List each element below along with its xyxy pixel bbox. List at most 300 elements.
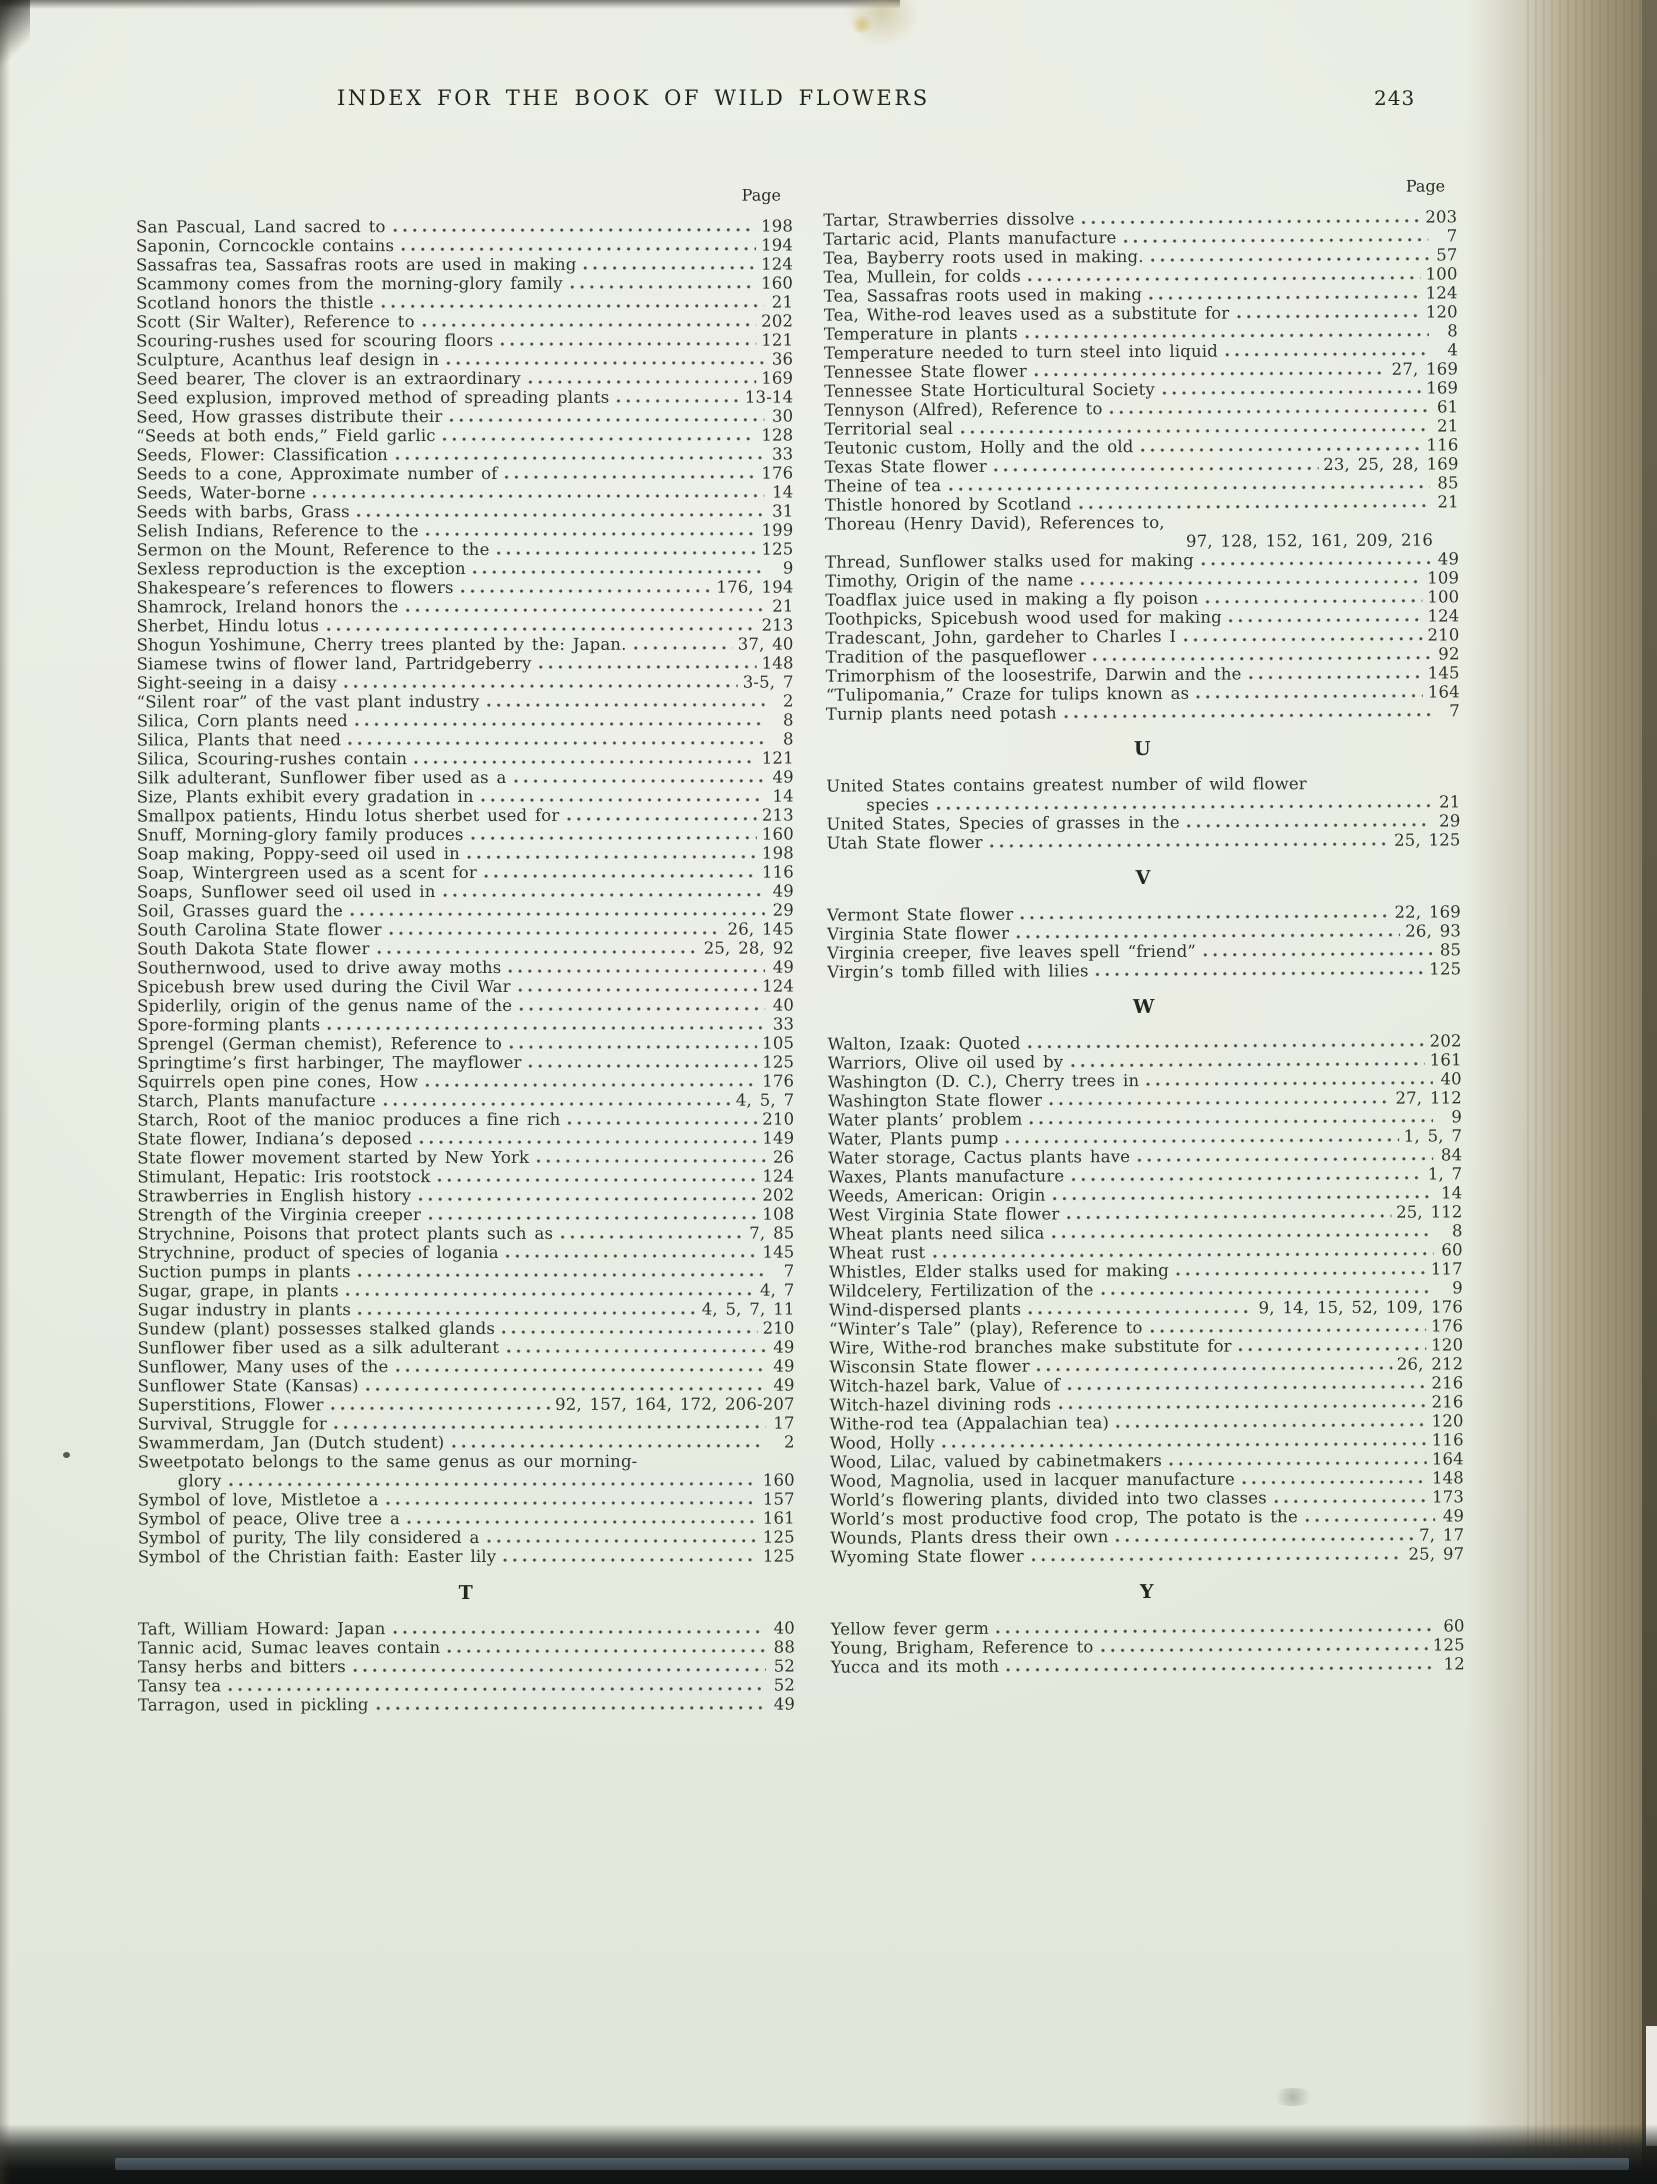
entry-page-number: 49 [773,1694,796,1714]
entry-text: Tea, Withe-rod leaves used as a substitute for [823,303,1230,325]
entry-page-number: 4, 5, 7 [735,1090,795,1110]
entry-text: Yellow fever germ [830,1618,990,1639]
dot-leader [1028,1043,1425,1050]
dot-leader [1031,1556,1404,1563]
entry-text: Shamrock, Ireland honors the [136,597,399,617]
entry-text: Spiderlily, origin of the genus name of the [137,995,513,1016]
entry-text: Snuff, Morning-glory family produces [136,825,464,845]
entry-page-number: 169 [761,368,794,388]
index-entry [827,830,1461,852]
entry-text: Sugar industry in plants [137,1300,351,1320]
entry-text: Thread, Sunflower stalks used for making [825,550,1194,572]
entry-page-number: 1, 7 [1427,1164,1463,1184]
entry-text: Tennessee State Horticultural Society [824,379,1155,401]
dot-leader [418,1197,757,1202]
index-entry [137,1300,794,1320]
entry-text: Starch, Root of the manioc produces a fine rich [137,1109,561,1130]
dot-leader [948,484,1429,492]
page-title: INDEX FOR THE BOOK OF WILD FLOWERS [337,86,930,110]
index-entry [136,293,793,313]
index-entry [826,701,1460,723]
index-entry [138,1490,795,1510]
entry-text: Walton, Izaak: Quoted [827,1033,1021,1054]
index-entry [137,1053,794,1073]
entry-text: Starch, Plants manufacture [137,1091,376,1111]
dot-leader [461,589,712,594]
dot-leader [376,1706,766,1712]
index-entry [138,1547,795,1567]
dot-leader [1025,333,1429,340]
entry-text: Seeds with barbs, Grass [136,502,350,522]
index-entry [136,388,793,408]
dot-leader [1006,1138,1399,1145]
entry-text: Swammerdam, Jan (Dutch student) [137,1433,445,1453]
entry-page-number: 88 [773,1637,795,1657]
index-entry [137,996,794,1016]
dot-leader [383,1102,731,1107]
entry-page-number: 125 [761,539,794,559]
dot-leader [443,437,757,442]
entry-text: Scott (Sir Walter), Reference to [136,312,415,332]
entry-text: Strychnine, product of species of logania [137,1242,499,1263]
entry-page-number: 125 [762,1546,795,1566]
entry-text: Weeds, American: Origin [828,1185,1046,1206]
entry-text: glory [177,1471,222,1491]
entry-text: Temperature needed to turn steel into liquid [823,341,1218,363]
entry-text: Siamese twins of flower land, Partridgeberry [136,653,532,674]
index-entry [137,882,794,902]
entry-page-number: 2 [784,1432,795,1452]
dot-leader [358,1273,766,1279]
entry-page-number: 49 [773,1375,795,1395]
dot-leader [1080,580,1422,587]
entry-page-number: 213 [761,805,794,825]
entry-text: Stimulant, Hepatic: Iris rootstock [137,1167,431,1187]
entry-text: Wyoming State flower [830,1546,1024,1567]
index-entry [137,1243,794,1263]
entry-text: Springtime’s first harbinger, The mayflower [137,1052,522,1073]
entry-text: Silica, Plants that need [136,730,342,750]
entry-page-number: 148 [1431,1468,1464,1488]
dot-leader [583,266,756,271]
entry-text: Tansy herbs and bitters [137,1657,346,1677]
dot-leader [381,304,764,310]
dot-leader [990,842,1389,849]
dot-leader [1162,390,1421,396]
dot-leader [481,798,765,803]
dot-leader [1064,712,1431,719]
entry-page-number: 117 [1430,1259,1463,1279]
index-entry [137,1110,794,1130]
dot-leader [386,1501,758,1507]
dot-leader [442,893,764,898]
entry-text: Sprengel (German chemist), Reference to [137,1033,502,1054]
entry-text: Toothpicks, Spicebush wood used for making [825,607,1222,629]
entry-text: United States contains greatest number of wild flower [826,774,1307,796]
dot-leader [357,513,765,519]
entry-page-number: 60 [1443,1616,1465,1636]
dot-leader [395,456,764,462]
section-header: U [1133,737,1153,761]
index-entry [137,825,794,845]
entry-text: Scouring-rushes used for scouring floors [136,330,494,351]
entry-text: Water, Plants pump [828,1128,999,1149]
dot-leader [405,608,764,614]
dot-leader [326,627,757,633]
entry-page-number: 25, 28, 92 [703,938,795,958]
entry-page-number: 40 [772,995,795,1015]
scan-bottom-shadow [0,2124,1657,2184]
entry-page-number: 9 [782,558,794,578]
index-entry [138,1509,795,1529]
entry-page-number: 13-14 [744,387,794,407]
index-entry [136,369,793,389]
entry-page-number: 7 [783,1261,795,1281]
dot-leader [509,1045,757,1050]
index-entry [137,711,794,731]
dot-leader [633,646,732,651]
entry-page-number: 12 [1443,1654,1465,1674]
entry-text: State flower, Indiana’s deposed [137,1129,413,1149]
dot-leader [355,722,765,728]
dot-leader [353,1668,766,1674]
entry-text: Seeds, Water-borne [136,483,306,503]
dot-leader [1225,351,1429,357]
entry-page-number: 124 [1425,283,1458,303]
entry-text: Wood, Holly [829,1433,935,1453]
index-entry [138,1452,795,1472]
index-entry [138,1657,795,1677]
entry-page-number: 145 [762,1242,795,1262]
entry-text: Virginia State flower [826,923,1010,944]
index-entry [138,1619,795,1639]
index-entry [831,1654,1465,1676]
entry-text: Tarragon, used in pickling [138,1695,369,1715]
dot-leader [228,1687,766,1693]
entry-page-number: 21 [1437,492,1459,512]
entry-text: “Silent roar” of the vast plant industry [136,691,480,712]
dot-leader [1205,599,1422,605]
entry-text: Virginia creeper, five leaves spell “friend” [827,941,1197,963]
entry-page-number: 176, 194 [716,577,794,597]
entry-text: Tannic acid, Sumac leaves contain [137,1638,441,1658]
index-entry [136,464,793,484]
entry-page-number: 97, 128, 152, 161, 209, 216 [1185,530,1434,551]
dot-leader [497,551,757,556]
dot-leader [994,466,1318,473]
dot-leader [1249,675,1423,681]
dot-leader [1100,1289,1433,1296]
dot-leader [428,1216,757,1221]
dot-leader [1203,951,1432,957]
index-entry [138,1695,795,1715]
index-entry [137,1129,794,1149]
dot-leader [401,247,756,252]
entry-page-number: 7, 17 [1418,1525,1465,1545]
entry-page-number: 60 [1441,1240,1463,1260]
entry-page-number: 2 [782,691,794,711]
entry-page-number: 157 [762,1489,795,1509]
entry-text: Seed bearer, The clover is an extraordinary [136,368,521,389]
dot-leader [1201,560,1430,566]
dot-leader [536,1159,765,1164]
entry-page-number: 23, 25, 28, 169 [1323,454,1459,475]
dot-leader [393,1630,766,1636]
entry-text: Wheat rust [828,1243,926,1263]
entry-page-number: 164 [1431,1449,1464,1469]
entry-text: Tea, Bayberry roots used in making. [823,246,1144,268]
section-header: W [1132,995,1156,1019]
dot-leader [473,570,765,575]
entry-page-number: 85 [1437,473,1459,493]
entry-page-number: 22, 169 [1394,902,1461,922]
index-entry [136,559,793,579]
entry-text: West Virginia State flower [828,1204,1060,1225]
dot-leader [467,855,757,860]
index-entry [137,616,794,636]
index-entry [137,1205,794,1225]
entry-text: Wood, Magnolia, used in lacquer manufacture [829,1469,1235,1491]
entry-page-number: 25, 112 [1396,1202,1463,1222]
index-entry [137,1072,794,1092]
dot-leader [327,1026,765,1032]
dot-leader [1229,618,1423,624]
entry-text: Wounds, Plants dress their own [830,1527,1109,1548]
entry-page-number: 160 [761,824,794,844]
entry-text: Texas State flower [824,456,987,477]
index-entry [137,1034,794,1054]
index-entry-continuation [825,530,1459,552]
entry-text: Survival, Struggle for [137,1414,327,1434]
index-entry [138,1395,795,1415]
entry-page-number: 49 [773,1337,795,1357]
entry-text: Tea, Mullein, for colds [823,266,1022,287]
entry-page-number: 26, 212 [1396,1354,1464,1374]
dot-leader [1239,1347,1427,1353]
dot-leader [1093,655,1431,662]
entry-page-number: 49 [1442,1506,1465,1526]
entry-text: Size, Plants exhibit every gradation in [136,786,474,807]
entry-page-number: 61 [1436,397,1459,417]
entry-text: Saponin, Corncockle contains [136,236,395,256]
entry-page-number: 14 [772,482,794,502]
dot-leader [1183,637,1422,643]
entry-text: Teutonic custom, Holly and the old [824,437,1134,458]
entry-page-number: 9, 14, 15, 52, 109, 176 [1258,1297,1464,1318]
index-entry [827,959,1461,981]
entry-text: San Pascual, Land sacred to [135,217,386,237]
index-entry [136,312,793,332]
entry-text: Wildcelery, Fertilization of the [828,1280,1094,1301]
entry-page-number: 52 [773,1675,796,1695]
entry-page-number: 169 [1426,378,1459,398]
dot-leader [1029,1118,1433,1125]
entry-page-number: 198 [761,843,794,863]
dot-leader [504,475,756,480]
dot-leader [560,1235,744,1240]
index-entry [829,1297,1463,1319]
entry-page-number: 161 [762,1508,795,1528]
entry-page-number: 125 [1432,1635,1465,1655]
page-edge-dark [1642,0,1657,2184]
index-column-left [136,186,795,1715]
dot-leader [348,741,765,747]
dot-leader [346,1292,755,1298]
entry-text: Trimorphism of the loosestrife, Darwin and the [825,664,1242,686]
dot-leader [419,1140,757,1145]
entry-text: Water plants’ problem [827,1109,1023,1130]
entry-text: United States, Species of grasses in the [826,812,1180,834]
entry-text: Thoreau (Henry David), References to, [824,512,1165,534]
entry-text: Whistles, Elder stalks used for making [828,1260,1170,1282]
entry-text: Symbol of peace, Olive tree a [137,1509,400,1529]
dot-leader [1124,238,1429,245]
entry-page-number: 210 [1427,625,1460,645]
entry-text: Thistle honored by Scotland [824,494,1072,515]
dot-leader [1051,1232,1433,1239]
entry-text: “Winter’s Tale” (play), Reference to [829,1318,1143,1339]
dot-leader [422,323,757,328]
entry-text: species [866,795,930,815]
entry-text: Young, Brigham, Reference to [830,1637,1094,1658]
dot-leader [1110,408,1430,415]
index-entry [136,217,793,237]
entry-text: State flower movement started by New York [137,1147,530,1168]
dot-leader [486,703,764,708]
entry-text: South Carolina State flower [136,920,382,940]
entry-text: Sculpture, Acanthus leaf design in [136,350,440,370]
entry-page-number: 125 [1429,959,1462,979]
dot-leader [426,532,757,537]
entry-text: Utah State flower [826,832,983,853]
dot-leader [1274,1499,1427,1505]
entry-page-number: 21 [1437,416,1459,436]
entry-text: Squirrels open pine cones, How [137,1072,419,1092]
entry-text: Wind-dispersed plants [828,1299,1022,1320]
entry-text: World’s flowering plants, divided into two classes [829,1488,1267,1510]
entry-page-number: 49 [772,881,794,901]
entry-page-number: 161 [1429,1050,1462,1070]
index-entry [137,1091,794,1111]
index-entry [825,454,1459,476]
dot-leader [451,1444,765,1449]
entry-page-number: 116 [1431,1430,1464,1450]
dot-leader [486,1539,757,1544]
entry-page-number: 105 [762,1033,795,1053]
entry-text: Tennessee State flower [824,361,1027,382]
entry-page-number: 210 [762,1109,795,1129]
entry-text: Scotland honors the thistle [136,293,374,313]
index-entry [136,255,793,275]
entry-page-number: 173 [1431,1487,1465,1507]
entry-page-number: 121 [761,330,794,350]
dot-leader [1058,1404,1426,1411]
entry-text: “Seeds at both ends,” Field garlic [136,426,436,446]
dot-leader [1149,295,1421,301]
dot-leader [1066,1214,1391,1221]
entry-page-number: 49 [773,1356,795,1376]
index-entry [137,977,794,997]
entry-page-number: 52 [773,1656,796,1676]
index-entry [136,350,793,370]
entry-text: Sherbet, Hindu lotus [136,616,320,636]
index-entry [137,844,794,864]
index-entry [138,1528,795,1548]
entry-text: Vermont State flower [826,904,1014,925]
dot-leader [528,380,756,385]
entry-text: Shogun Yoshimune, Cherry trees planted by the: Japan. [136,634,627,655]
entry-text: Sermon on the Mount, Reference to the [136,539,490,560]
entry-text: Sunflower fiber used as a silk adulterant [137,1337,500,1358]
entry-page-number: 8 [1447,321,1458,341]
dot-leader [502,1330,758,1335]
index-entry [136,521,793,541]
dot-leader [508,969,765,974]
entry-text: Strength of the Virginia creeper [137,1205,422,1225]
entry-page-number: 216 [1431,1392,1464,1412]
entry-text: Sundew (plant) possesses stalked glands [137,1318,496,1339]
page-spot [850,16,874,33]
entry-page-number: 1, 5, 7 [1403,1126,1463,1146]
dot-leader [484,874,757,879]
entry-page-number: 57 [1436,245,1458,265]
index-entry [137,901,794,921]
dot-leader [1037,1366,1392,1373]
dot-leader [1100,1647,1427,1654]
entry-text: Soap, Wintergreen used as a scent for [136,862,477,883]
dot-leader [960,427,1429,434]
index-entry [830,1544,1464,1566]
dot-leader [366,1387,766,1393]
entry-page-number: 109 [1427,568,1460,588]
entry-text: Symbol of purity, The lily considered a [137,1527,480,1548]
entry-page-number: 202 [762,1185,795,1205]
index-entry [137,654,794,674]
index-entry [136,502,793,522]
index-entry-continuation [138,1471,795,1491]
entry-text: Theine of tea [824,476,942,496]
dot-leader [942,1442,1427,1450]
dot-leader [500,342,756,347]
index-entry [136,445,793,465]
dot-leader [570,285,756,290]
dot-leader [1049,1100,1390,1107]
entry-text: Witch-hazel bark, Value of [829,1375,1060,1396]
entry-text: Sunflower, Many uses of the [137,1357,389,1377]
entry-page-number: 176 [1431,1316,1464,1336]
entry-text: Sunflower State (Kansas) [137,1376,359,1396]
index-entry [137,1148,794,1168]
entry-page-number: 8 [783,729,794,749]
entry-text: Tansy tea [138,1676,222,1696]
entry-text: Withe-rod tea (Appalachian tea) [829,1413,1110,1434]
dot-leader [1070,1062,1425,1069]
index-entry [136,274,793,294]
entry-page-number: 124 [762,976,795,996]
dot-leader [506,1349,765,1354]
dot-leader [538,665,756,670]
entry-text: Wheat plants need silica [828,1223,1045,1244]
entry-page-number: 216 [1431,1373,1464,1393]
dot-leader [393,228,756,234]
page-smudge [1270,2088,1316,2106]
entry-text: Witch-hazel divining rods [829,1394,1052,1415]
entry-text: Washington (D. C.), Cherry trees in [827,1071,1140,1092]
dot-leader [1176,1271,1426,1277]
entry-page-number: 120 [1425,302,1458,322]
index-entry [138,1433,795,1453]
index-entry [138,1319,795,1339]
